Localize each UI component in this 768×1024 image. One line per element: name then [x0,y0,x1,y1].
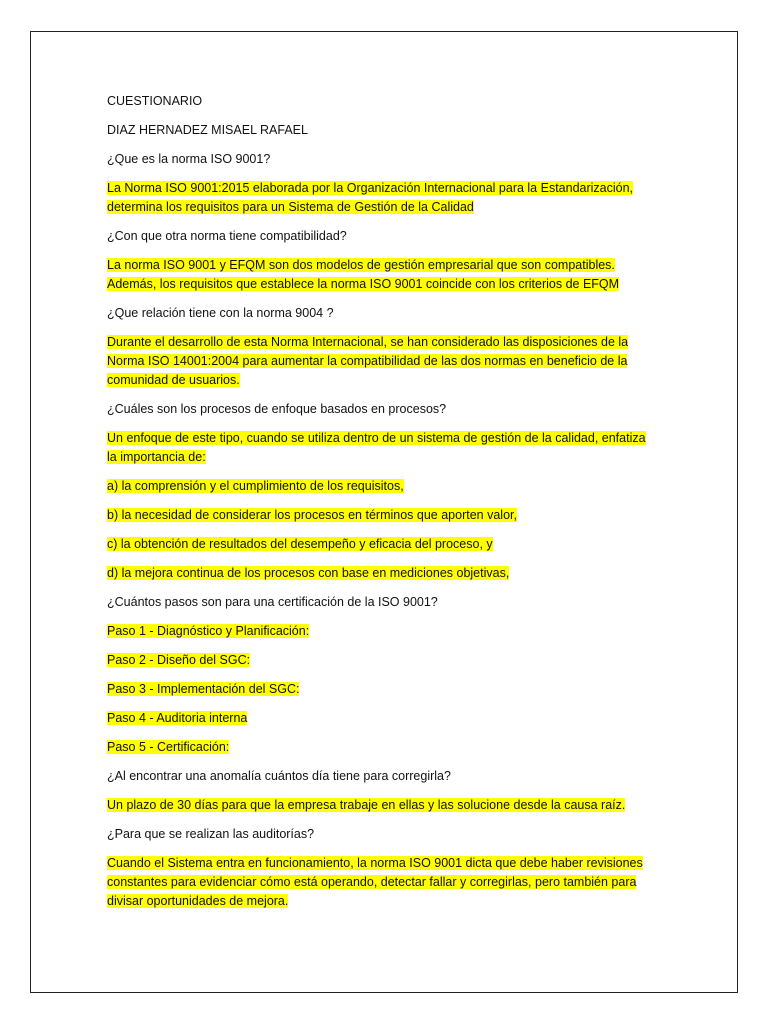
author-name: DIAZ HERNADEZ MISAEL RAFAEL [107,123,308,137]
document-title: CUESTIONARIO [107,94,203,108]
answer-1 [107,179,667,217]
answer-4-item-b: b) la necesidad de considerar los procesos en términos que aporten valor, [107,508,517,522]
question-2: ¿Con que otra norma tiene compatibilidad? [107,229,347,243]
answer-4-item-c: c) la obtención de resultados del desempeño y eficacia del proceso, y [107,537,493,551]
answer-7 [107,854,667,911]
answer-3-line-3: comunidad de usuarios. [107,373,240,387]
answer-2 [107,256,667,294]
step-5: Paso 5 - Certificación: [107,740,230,754]
document-content [107,92,667,921]
answer-3-line-2: Norma ISO 14001:2004 para aumentar la compatibilidad de las dos normas en beneficio de la [107,354,628,368]
question-1: ¿Que es la norma ISO 9001? [107,152,271,166]
question-5: ¿Cuántos pasos son para una certificación de la ISO 9001? [107,595,438,609]
answer-3 [107,333,667,390]
answer-6: Un plazo de 30 días para que la empresa trabaje en ellas y las solucione desde la causa raíz. [107,798,626,812]
question-6: ¿Al encontrar una anomalía cuántos día tiene para corregirla? [107,769,451,783]
answer-4-intro [107,429,667,467]
document-page [30,31,738,993]
answer-3-line-1: Durante el desarrollo de esta Norma Internacional, se han considerado las disposiciones de la [107,335,629,349]
answer-4-line-1: Un enfoque de este tipo, cuando se utiliza dentro de un sistema de gestión de la calidad, enfatiza [107,431,646,445]
answer-1-line-2: determina los requisitos para un Sistema de Gestión de la Calidad [107,200,474,214]
step-2: Paso 2 - Diseño del SGC: [107,653,251,667]
answer-1-line-1: La Norma ISO 9001:2015 elaborada por la Organización Internacional para la Estandarización, [107,181,634,195]
question-4: ¿Cuáles son los procesos de enfoque basados en procesos? [107,402,447,416]
question-7: ¿Para que se realizan las auditorías? [107,827,315,841]
answer-7-line-3: divisar oportunidades de mejora. [107,894,289,908]
step-3: Paso 3 - Implementación del SGC: [107,682,300,696]
step-4: Paso 4 - Auditoria interna [107,711,248,725]
answer-2-line-2: Además, los requisitos que establece la norma ISO 9001 coincide con los criterios de EFQM [107,277,620,291]
answer-4-line-2: la importancia de: [107,450,206,464]
step-1: Paso 1 - Diagnóstico y Planificación: [107,624,310,638]
question-3: ¿Que relación tiene con la norma 9004 ? [107,306,334,320]
answer-7-line-2: constantes para evidenciar cómo está operando, detectar fallar y corregirlas, pero también para [107,875,637,889]
answer-4-item-d: d) la mejora continua de los procesos con base en mediciones objetivas, [107,566,510,580]
answer-4-item-a: a) la comprensión y el cumplimiento de los requisitos, [107,479,404,493]
answer-7-line-1: Cuando el Sistema entra en funcionamiento, la norma ISO 9001 dicta que debe haber revisiones [107,856,643,870]
answer-2-line-1: La norma ISO 9001 y EFQM son dos modelos de gestión empresarial que son compatibles. [107,258,615,272]
